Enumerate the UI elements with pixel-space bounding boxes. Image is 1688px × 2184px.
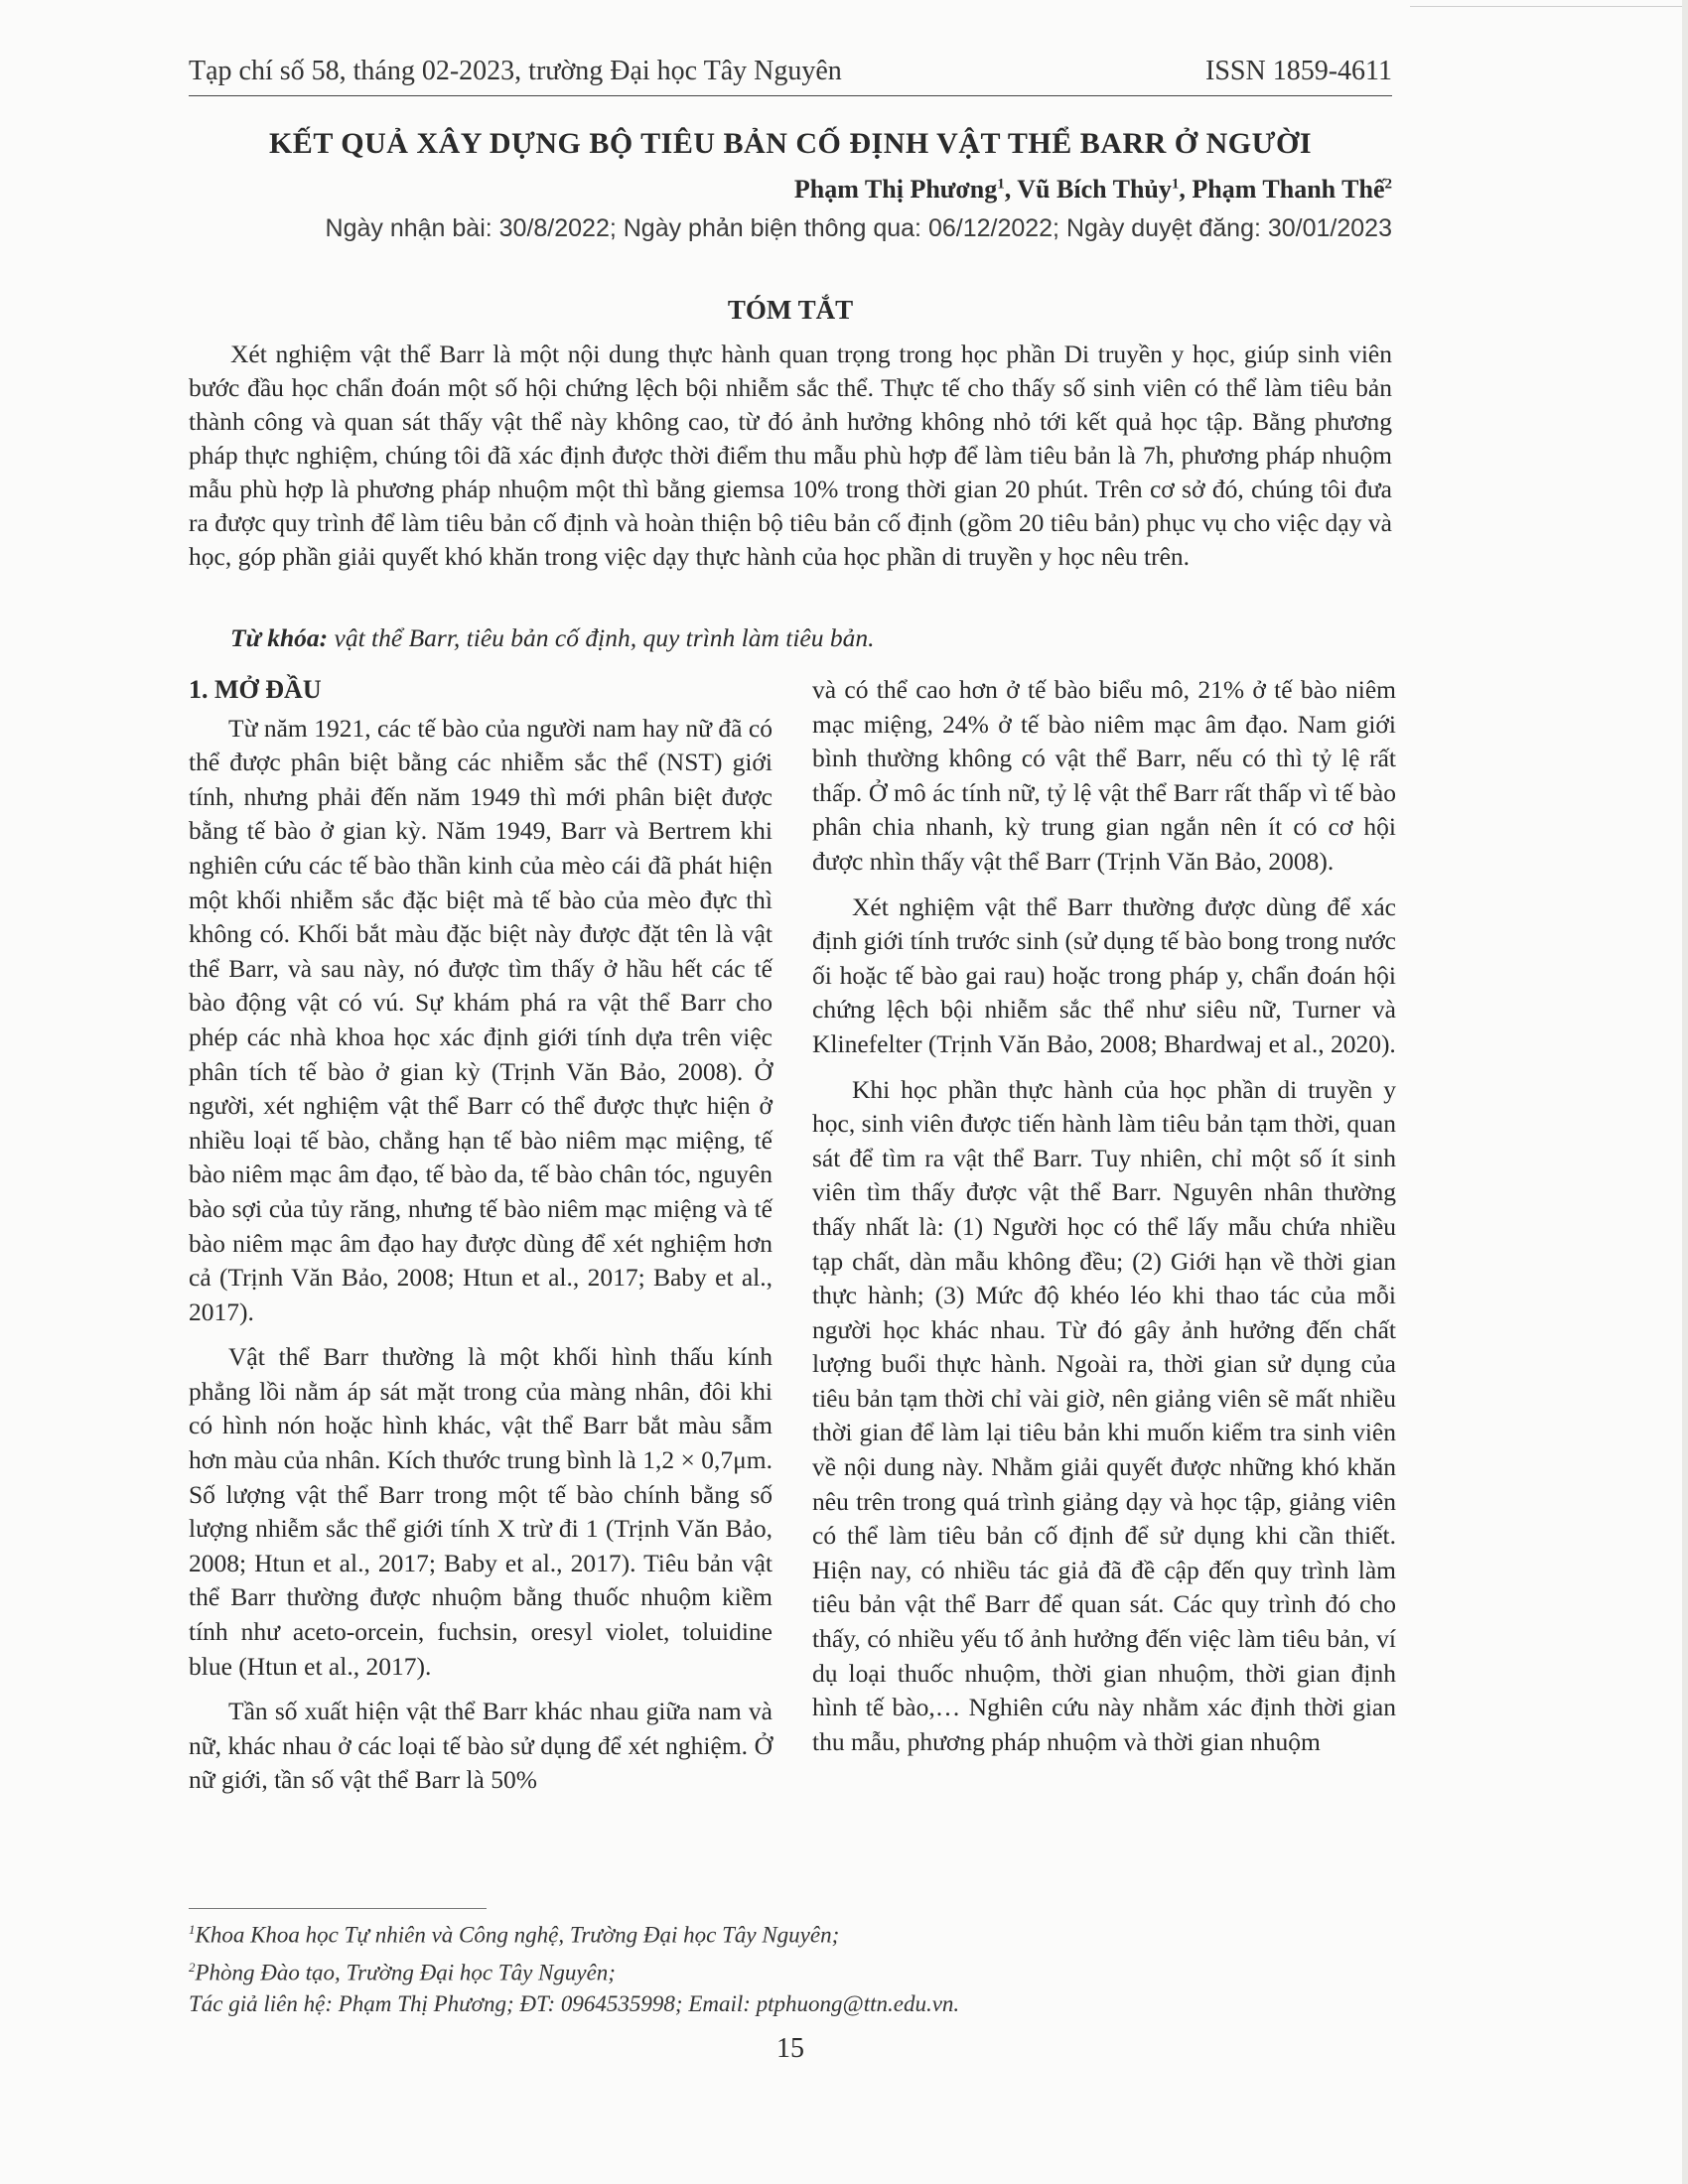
keywords-label: Từ khóa:: [230, 623, 329, 652]
author-name: Phạm Thị Phương: [793, 175, 998, 204]
keywords: [189, 623, 1392, 653]
author-list: Phạm Thị Phương$^1$, Vũ Bích Thủy$^1$, Phạm Thanh Thế$^2$: [793, 175, 1392, 204]
author-affiliation-mark: 1: [997, 176, 1005, 193]
footnote-text: Phòng Đào tạo, Trường Đại học Tây Nguyên;: [195, 1960, 616, 1985]
issn: ISSN 1859-4611: [1205, 56, 1392, 86]
scan-edge-line: [1410, 6, 1688, 7]
author-affiliation-mark: 1: [1171, 176, 1180, 193]
paper-title: KẾT QUẢ XÂY DỰNG BỘ TIÊU BẢN CỐ ĐỊNH VẬT THỂ BARR Ở NGƯỜI: [268, 127, 1313, 160]
publication-dates: Ngày nhận bài: 30/8/2022; Ngày phản biện thông qua: 06/12/2022; Ngày duyệt đăng: 30/01/2023: [325, 214, 1392, 242]
author-name: Phạm Thanh Thế: [1192, 175, 1385, 204]
header-rule: [189, 95, 1392, 96]
section-heading: 1. MỞ ĐẦU: [189, 675, 322, 704]
body-paragraph: và có thể cao hơn ở tế bào biểu mô, 21% ở tế bào niêm mạc miệng, 24% ở tế bào niêm mạc âm đạo. Nam giới bình thường không có vật thể Barr, nếu có thì tỷ lệ rất thấp. Ở mô ác tính nữ, tỷ lệ vật thể Barr rất thấp vì tế bào phân chia nhanh, kỳ trung gian ngắn nên ít có cơ hội được nhìn thấy vật thể Barr (Trịnh Văn Bảo, 2008).: [812, 675, 1396, 876]
keywords-list: vật thể Barr, tiêu bản cố định, quy trình làm tiêu bản.: [334, 623, 875, 652]
footnote: [189, 1914, 1392, 1952]
footnote-rule: [189, 1908, 487, 1909]
right-column: [812, 673, 1396, 1770]
footnote: [189, 1988, 1392, 2020]
abstract-heading: TÓM TẮT: [727, 295, 854, 325]
abstract-text: Xét nghiệm vật thể Barr là một nội dung thực hành quan trọng trong học phần Di truyền y học, giúp sinh viên bước đầu học chẩn đoán một số hội chứng lệch bội nhiễm sắc thể. Thực tế cho thấy số sinh viên có thể làm tiêu bản thành công và quan sát thấy vật thể này không cao, từ đó ảnh hưởng không nhỏ tới kết quả học tập. Bằng phương pháp thực nghiệm, chúng tôi đã xác định được thời điểm thu mẫu phù hợp để làm tiêu bản là 7h, phương pháp nhuộm mẫu phù hợp là phương pháp nhuộm một thì bằng giemsa 10% trong thời gian 20 phút. Trên cơ sở đó, chúng tôi đưa ra được quy trình để làm tiêu bản cố định và hoàn thiện bộ tiêu bản cố định (gồm 20 tiêu bản) phục vụ cho việc dạy và học, góp phần giải quyết khó khăn trong việc dạy thực hành của học phần di truyền y học nêu trên.: [189, 340, 1392, 571]
scan-edge-shadow: [1682, 0, 1688, 2184]
body-paragraph: Khi học phần thực hành của học phần di truyền y học, sinh viên được tiến hành làm tiêu bản tạm thời, quan sát để tìm ra vật thể Barr. Tuy nhiên, chỉ một số ít sinh viên tìm thấy được vật thể Barr. Nguyên nhân thường thấy nhất là: (1) Người học có thể lấy mẫu chứa nhiều tạp chất, dàn mẫu không đều; (2) Giới hạn về thời gian thực hành; (3) Mức độ khéo léo khi thao tác của mỗi người học khác nhau. Từ đó gây ảnh hưởng đến chất lượng buổi thực hành. Ngoài ra, thời gian sử dụng của tiêu bản tạm thời chỉ vài giờ, nên giảng viên sẽ mất nhiều thời gian để làm lại tiêu bản khi muốn kiểm tra sinh viên về nội dung này. Nhằm giải quyết được những khó khăn nêu trên trong quá trình giảng dạy và học tập, giảng viên có thể làm tiêu bản cố định để sử dụng khi cần thiết. Hiện nay, có nhiều tác giả đã đề cập đến quy trình làm tiêu bản vật thể Barr để quan sát. Các quy trình đó cho thấy, có nhiều yếu tố ảnh hưởng đến việc làm tiêu bản, ví dụ loại thuốc nhuộm, thời gian nhuộm, thời gian định hình tế bào,… Nghiên cứu này nhằm xác định thời gian thu mẫu, phương pháp nhuộm và thời gian nhuộm: [812, 1074, 1396, 1756]
running-header: [189, 56, 1392, 87]
footnote: [189, 1952, 1392, 1989]
body-paragraph: Từ năm 1921, các tế bào của người nam hay nữ đã có thể được phân biệt bằng các nhiễm sắc thể (NST) giới tính, nhưng phải đến năm 1949 thì mới phân biệt được bằng tế bào ở gian kỳ. Năm 1949, Barr và Bertrem khi nghiên cứu các tế bào thần kinh của mèo cái đã phát hiện một khối nhiễm sắc đặc biệt mà tế bào của mèo đực thì không có. Khối bắt màu đặc biệt này được đặt tên là vật thể Barr, và sau này, nó được tìm thấy ở hầu hết các tế bào động vật có vú. Sự khám phá ra vật thể Barr cho phép các nhà khoa học xác định giới tính dựa trên việc phân tích tế bào ở gian kỳ (Trịnh Văn Bảo, 2008). Ở người, xét nghiệm vật thể Barr có thể được thực hiện ở nhiều loại tế bào, chẳng hạn tế bào niêm mạc miệng, tế bào niêm mạc âm đạo, tế bào da, tế bào chân tóc, nguyên bào sợi của tủy răng, nhưng tế bào niêm mạc miệng và tế bào niêm mạc âm đạo hay được dùng để xét nghiệm hơn cả (Trịnh Văn Bảo, 2008; Htun et al., 2017; Baby et al., 2017).: [189, 713, 773, 1326]
journal-issue: Tạp chí số 58, tháng 02-2023, trường Đại học Tây Nguyên: [189, 56, 842, 86]
body-paragraph: Tần số xuất hiện vật thể Barr khác nhau giữa nam và nữ, khác nhau ở các loại tế bào sử dụng để xét nghiệm. Ở nữ giới, tần số vật thể Barr là 50%: [189, 1697, 773, 1795]
page-number: 15: [776, 2033, 804, 2064]
footnote-text: Tác giả liên hệ: Phạm Thị Phương; ĐT: 0964535998; Email: ptphuong@ttn.edu.vn.: [189, 1991, 960, 2017]
footnotes: [189, 1914, 1392, 2020]
author-affiliation-mark: 2: [1384, 176, 1392, 193]
body-paragraph: Xét nghiệm vật thể Barr thường được dùng để xác định giới tính trước sinh (sử dụng tế bào bong trong nước ối hoặc tế bào gai rau) hoặc trong pháp y, chẩn đoán hội chứng lệch bội nhiễm sắc thể như siêu nữ, Turner và Klinefelter (Trịnh Văn Bảo, 2008; Bhardwaj et al., 2020).: [812, 891, 1396, 1058]
body-paragraph: Vật thể Barr thường là một khối hình thấu kính phẳng lồi nằm áp sát mặt trong của màng nhân, đôi khi có hình nón hoặc hình khác, vật thể Barr bắt màu sẫm hơn màu của nhân. Kích thước trung bình là 1,2 × 0,7μm. Số lượng vật thể Barr trong một tế bào chính bằng số lượng nhiễm sắc thể giới tính X trừ đi 1 (Trịnh Văn Bảo, 2008; Htun et al., 2017; Baby et al., 2017). Tiêu bản vật thể Barr thường được nhuộm bằng thuốc nhuộm kiềm tính như aceto-orcein, fuchsin, oresyl violet, toluidine blue (Htun et al., 2017).: [189, 1342, 773, 1681]
footnote-mark: 2: [189, 1959, 196, 1975]
footnote-text: Khoa Khoa học Tự nhiên và Công nghệ, Trường Đại học Tây Nguyên;: [195, 1922, 840, 1948]
author-name: Vũ Bích Thủy: [1017, 175, 1172, 204]
footnote-mark: 1: [189, 1922, 196, 1937]
left-column: [189, 673, 773, 1809]
